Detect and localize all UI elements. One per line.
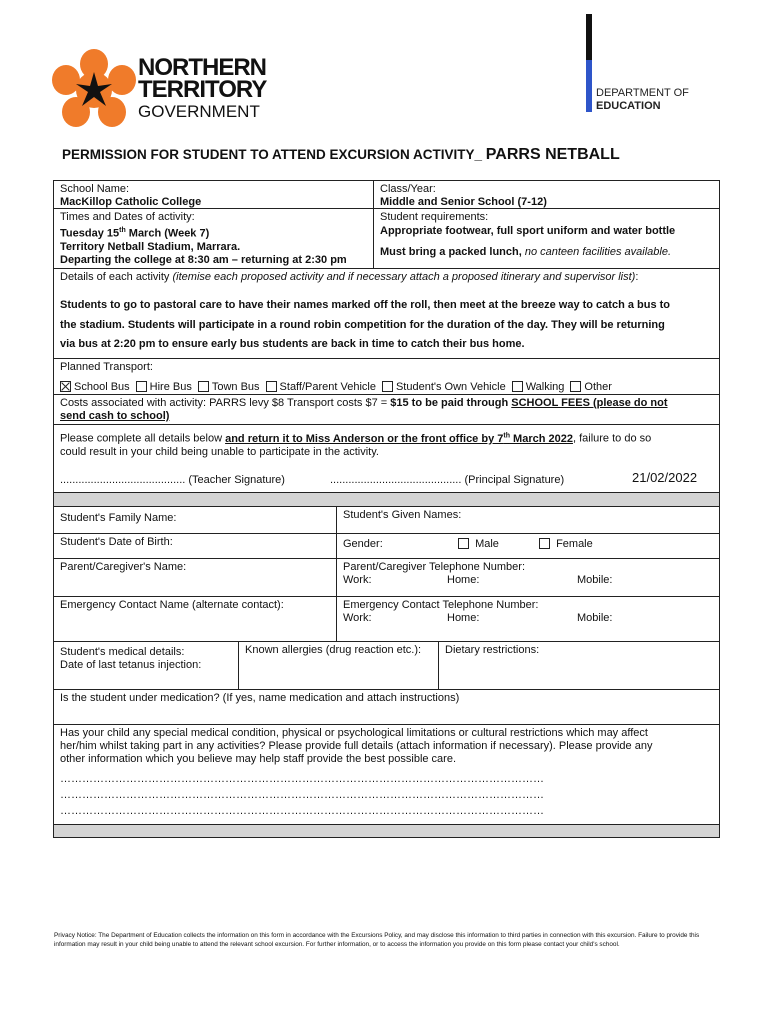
requirements-label: Student requirements: [380,211,489,223]
transport-label: Planned Transport: [60,361,153,373]
gender-label: Gender: [343,538,383,550]
school-cell[interactable] [54,181,373,208]
logo-line-2: TERRITORY [138,76,267,103]
dept-line-1: DEPARTMENT OF [596,87,689,99]
row-costs [54,395,719,425]
transport-option-label: Walking [525,381,565,393]
row-emergency [54,597,719,642]
transport-option-label: School Bus [74,381,130,393]
row-times [54,209,719,269]
requirements-cell[interactable] [373,209,719,268]
logo-wordmark [138,56,266,124]
grey-divider [54,493,719,507]
costs-line2: send cash to school) [60,410,170,422]
row-transport [54,359,719,395]
row-details [54,269,719,359]
family-name-field[interactable]: Student's Family Name: [60,512,177,524]
transport-checkbox[interactable] [512,381,523,392]
grey-footer-bar [54,825,719,837]
class-label: Class/Year: [380,183,436,195]
permission-form [53,180,720,838]
gender-male-option[interactable]: Male [458,538,499,551]
medical-details-field[interactable]: Student's medical details: Date of last tetanus injection: [60,646,202,671]
title-activity: PARRS NETBALL [485,146,620,163]
return-line2: could result in your child being unable to participate in the activity. [60,445,379,458]
allergies-field[interactable]: Known allergies (drug reaction etc.): [238,642,438,689]
gender-female-option[interactable]: Female [539,538,593,551]
department-label [596,87,689,113]
row-dob [54,534,719,559]
times-departing: Departing the college at 8:30 am – returning at 2:30 pm [60,253,347,266]
dept-line-2: EDUCATION [596,100,661,112]
row-school [54,181,719,209]
details-cell[interactable] [54,269,719,358]
class-cell[interactable] [373,181,719,208]
requirements-line2: Must bring a packed lunch, no canteen facilities available. [380,246,672,258]
transport-option[interactable] [570,381,612,394]
details-text: Students to go to pastoral care to have their names marked off the roll, then meet at the breeze way to catch a bus to the stadium. Students will participate in a round robin competition for the duration of the day. They will be returning via bus at 2:20 pm to ensure early bus students are back in time to catch their bus home. [60,299,671,350]
parent-name-field[interactable]: Parent/Caregiver's Name: [60,561,187,573]
male-checkbox[interactable] [458,538,469,549]
emergency-name-field[interactable]: Emergency Contact Name (alternate contact): [60,599,284,611]
transport-option-label: Hire Bus [149,381,192,393]
transport-cell [54,359,719,394]
dot-line: …………………………………………………………………………………………………………………… [60,789,544,801]
parent-phone-cell[interactable]: Parent/Caregiver Telephone Number: Work: Home: Mobile: [336,559,719,596]
special-conditions-field[interactable]: Has your child any special medical condition, physical or psychological limitations or cultural restrictions which may affect her/him whilst taking part in any activities? Please provide full details (attach information if necessary). Please provide any other information which you believe may help staff provide the best possible care. …………………………………………………………………………………………………………………… …………………………………………………………………………………………………………………… …………………………………………………………………………………………………………………… [54,725,719,824]
row-medication [54,690,719,725]
dietary-field[interactable]: Dietary restrictions: [438,642,719,689]
transport-checkbox[interactable] [266,381,277,392]
transport-option-label: Other [584,381,612,393]
given-names-field[interactable]: Student's Given Names: [336,507,719,533]
transport-checkbox[interactable] [198,381,209,392]
times-date: Tuesday 15th March (Week 7) [60,227,210,240]
school-value: MacKillop Catholic College [60,196,202,208]
times-label: Times and Dates of activity: [60,211,195,223]
details-label: Details of each activity (itemise each proposed activity and if necessary attach a proposed itinerary and supervisor list): [60,271,639,283]
logo-line-1: NORTHERN [138,54,266,81]
gender-cell [336,534,719,558]
transport-options [60,381,713,394]
transport-option[interactable] [512,381,565,394]
return-cell: Please complete all details below and return it to Miss Anderson or the front office by 7th March 2022, failure to do so could result in your child being unable to participate in the activity. ......................................... (Teacher Signature) ........................................... (Principal Signature) 21/02/2022 [54,425,719,492]
title-prefix: PERMISSION FOR STUDENT TO ATTEND EXCURSION ACTIVITY_ [62,147,483,162]
transport-option-label: Student's Own Vehicle [395,381,506,393]
nt-government-logo [52,48,292,130]
row-special [54,725,719,825]
times-venue: Territory Netball Stadium, Marrara. [60,240,241,253]
school-label: School Name: [60,183,130,195]
signature-date: 21/02/2022 [632,470,698,485]
row-medical [54,642,719,690]
principal-signature[interactable]: ........................................... (Principal Signature) [330,474,565,486]
times-cell[interactable] [54,209,373,268]
transport-option[interactable] [198,381,260,394]
row-return [54,425,719,493]
transport-option[interactable] [60,381,130,394]
class-value: Middle and Senior School (7-12) [380,196,547,208]
medication-field[interactable]: Is the student under medication? (If yes, name medication and attach instructions) [60,692,460,704]
teacher-signature[interactable]: ......................................... (Teacher Signature) [60,474,285,486]
dot-line: …………………………………………………………………………………………………………………… [60,805,544,817]
transport-option-label: Town Bus [211,381,260,393]
emergency-phone-cell[interactable]: Emergency Contact Telephone Number: Work: Home: Mobile: [336,597,719,641]
privacy-notice: Privacy Notice: The Department of Education collects the information on this form in accordance with the Excursions Policy, and may disclose this information to third parties in connection with this excursion. Failure to provide this information may result in your child being unable to attend the relevant school excursion. For further information, or to access the information you provide on this form please contact your child's school. [54,932,700,948]
dot-line: …………………………………………………………………………………………………………………… [60,773,544,785]
transport-option[interactable] [136,381,192,394]
department-bar [586,14,592,112]
dob-field[interactable]: Student's Date of Birth: [60,536,173,548]
logo-line-3: GOVERNMENT [138,102,260,121]
page-title [62,146,722,164]
transport-option[interactable] [382,381,506,394]
costs-cell: Costs associated with activity: PARRS levy $8 Transport costs $7 = $15 to be paid through SCHOOL FEES (please do not send cash to school) [54,395,719,424]
transport-checkbox[interactable] [136,381,147,392]
female-checkbox[interactable] [539,538,550,549]
transport-option-label: Staff/Parent Vehicle [279,381,376,393]
transport-checkbox[interactable] [382,381,393,392]
requirements-line1: Appropriate footwear, full sport uniform and water bottle [380,225,676,237]
row-parent [54,559,719,597]
transport-checkbox[interactable] [570,381,581,392]
transport-checkbox[interactable] [60,381,71,392]
row-names [54,507,719,534]
transport-option[interactable] [266,381,376,394]
costs-label: Costs associated with activity: PARRS levy $8 Transport costs $7 = [60,397,391,409]
flower-icon [52,48,136,130]
